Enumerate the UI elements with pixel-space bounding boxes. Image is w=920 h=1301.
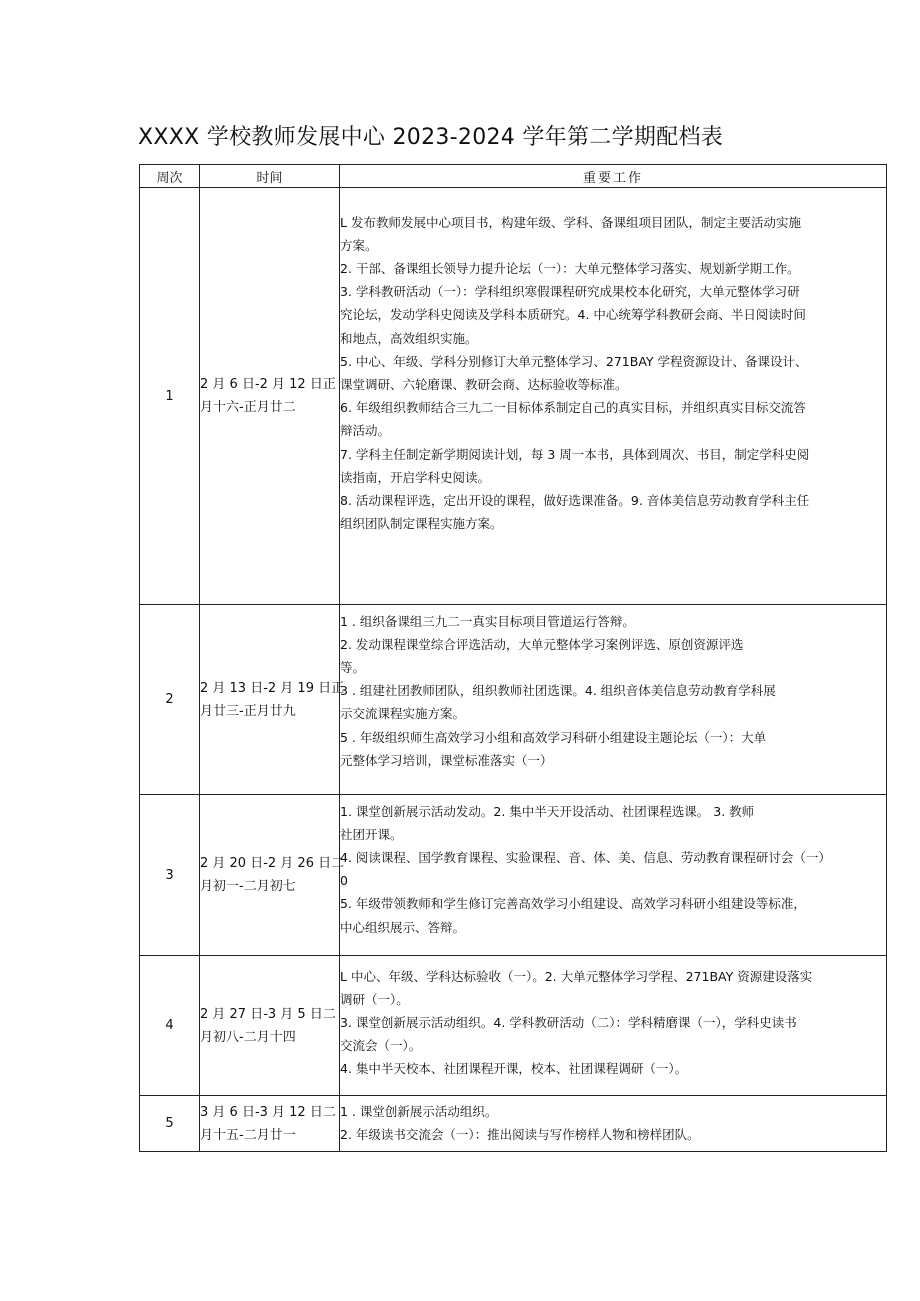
work-cell (340, 188, 887, 605)
work-line: 辩活动。 (340, 423, 391, 439)
work-line: 5. 中心、年级、学科分别修订大单元整体学习、271BAY 学程资源设计、备课设计、 (340, 353, 808, 369)
page-title: XXXX 学校教师发展中心 2023-2024 学年第二学期配档表 (138, 125, 724, 150)
work-line: 3 . 组建社团教师团队，组织教师社团选课。4. 组织音体美信息劳动教育学科展 (340, 683, 776, 699)
table-row (140, 795, 887, 956)
work-line: 等。 (340, 659, 366, 675)
work-line: 读指南，开启学科史阅读。 (340, 469, 491, 485)
work-line: 7. 学科主任制定新学期阅读计划，每 3 周一本书，具体到周次、书目，制定学科史阅 (340, 446, 810, 462)
week-cell: 3 (140, 795, 200, 956)
week-cell: 2 (140, 605, 200, 795)
schedule-table (139, 164, 887, 1152)
work-cell (340, 1096, 887, 1152)
time-line: 2 月 27 日-3 月 5 日二 (200, 1006, 336, 1022)
time-line: 2 月 13 日-2 月 19 日正 (200, 680, 345, 696)
work-line: 调研（一）。 (340, 991, 409, 1007)
work-line: L 发布教师发展中心项目书，构建年级、学科、备课组项目团队，制定主要活动实施 (340, 214, 801, 230)
time-cell (200, 1096, 340, 1152)
work-line: 3. 学科教研活动（一）：学科组织寒假课程研究成果校本化研究，大单元整体学习研 (340, 284, 800, 300)
work-cell (340, 795, 887, 956)
week-cell: 4 (140, 956, 200, 1096)
work-line: 元整体学习培训，课堂标准落实（一） (340, 752, 553, 768)
work-line: 方案。 (340, 237, 378, 253)
week-cell: 5 (140, 1096, 200, 1152)
work-line: 1 . 组织备课组三九二一真实目标项目管道运行答辩。 (340, 613, 635, 629)
work-line: 1 . 课堂创新展示活动组织。 (340, 1103, 498, 1119)
work-line: 示交流课程实施方案。 (340, 706, 466, 722)
work-line: 3. 课堂创新展示活动组织。4. 学科教研活动（二）：学科精磨课（一），学科史读书 (340, 1014, 797, 1030)
work-line: 8. 活动课程评选，定出开设的课程，做好选课准备。9. 音体美信息劳动教育学科主任 (340, 492, 810, 508)
work-line: 4. 集中半天校本、社团课程开课，校本、社团课程调研（一）。 (340, 1061, 688, 1077)
work-line: 4. 阅读课程、国学教育课程、实验课程、音、体、美、信息、劳动教育课程研讨会（一） (340, 849, 831, 865)
work-line: 5 . 年级组织师生高效学习小组和高效学习科研小组建设主题论坛（一）：大单 (340, 729, 767, 745)
time-line: 3 月 6 日-3 月 12 日二 (200, 1104, 336, 1120)
time-line: 月廿三-正月廿九 (200, 703, 296, 719)
header-time: 时间 (200, 165, 340, 188)
work-cell (340, 605, 887, 795)
table-row (140, 605, 887, 795)
time-line: 月十六-正月廿二 (200, 400, 296, 415)
work-line: 2. 干部、备课组长领导力提升论坛（一）：大单元整体学习落实、规划新学期工作。 (340, 260, 800, 276)
time-line: 月十五-二月廿一 (200, 1127, 296, 1143)
work-line: 0 (340, 873, 348, 889)
header-week: 周次 (140, 165, 200, 188)
work-line: 1. 课堂创新展示活动发动。2. 集中半天开设活动、社团课程选课。 3. 教师 (340, 803, 755, 819)
work-line: 2. 发动课程课堂综合评选活动，大单元整体学习案例评选、原创资源评选 (340, 636, 744, 652)
work-line: 5. 年级带领教师和学生修订完善高效学习小组建设、高效学习科研小组建设等标准， (340, 896, 806, 912)
work-line: 组织团队制定课程实施方案。 (340, 516, 503, 532)
time-cell (200, 956, 340, 1096)
work-line: L 中心、年级、学科达标验收（一）。2. 大单元整体学习学程、271BAY 资源建设落实 (340, 968, 813, 984)
work-line: 和地点，高效组织实施。 (340, 330, 478, 346)
work-line: 6. 年级组织教师结合三九二一目标体系制定自己的真实目标，并组织真实目标交流答 (340, 400, 806, 416)
time-cell (200, 605, 345, 795)
work-line: 究论坛，发动学科史阅读及学科本质研究。4. 中心统筹学科教研会商、半日阅读时间 (340, 307, 806, 323)
table-row (140, 956, 887, 1096)
work-line: 课堂调研、六轮磨课、教研会商、达标验收等标准。 (340, 376, 628, 392)
work-cell (340, 956, 887, 1096)
table-row (140, 1096, 887, 1152)
time-line: 月初八-二月十四 (200, 1029, 296, 1045)
week-cell: 1 (140, 188, 200, 605)
time-cell (200, 188, 340, 605)
table-header-row (140, 165, 887, 188)
time-line: 2 月 6 日-2 月 12 日正 (200, 377, 336, 392)
work-line: 中心组织展示、答辩。 (340, 919, 466, 935)
time-line: 2 月 20 日-2 月 26 日二 (200, 856, 345, 871)
work-line: 社团开课。 (340, 826, 403, 842)
work-line: 2. 年级读书交流会（一）：推出阅读与写作榜样人物和榜样团队。 (340, 1126, 700, 1142)
header-work: 重要工作 (340, 165, 887, 188)
time-line: 月初一-二月初七 (200, 879, 296, 894)
work-line: 交流会（一）。 (340, 1038, 422, 1054)
table-row (140, 188, 887, 605)
time-cell (200, 795, 345, 956)
